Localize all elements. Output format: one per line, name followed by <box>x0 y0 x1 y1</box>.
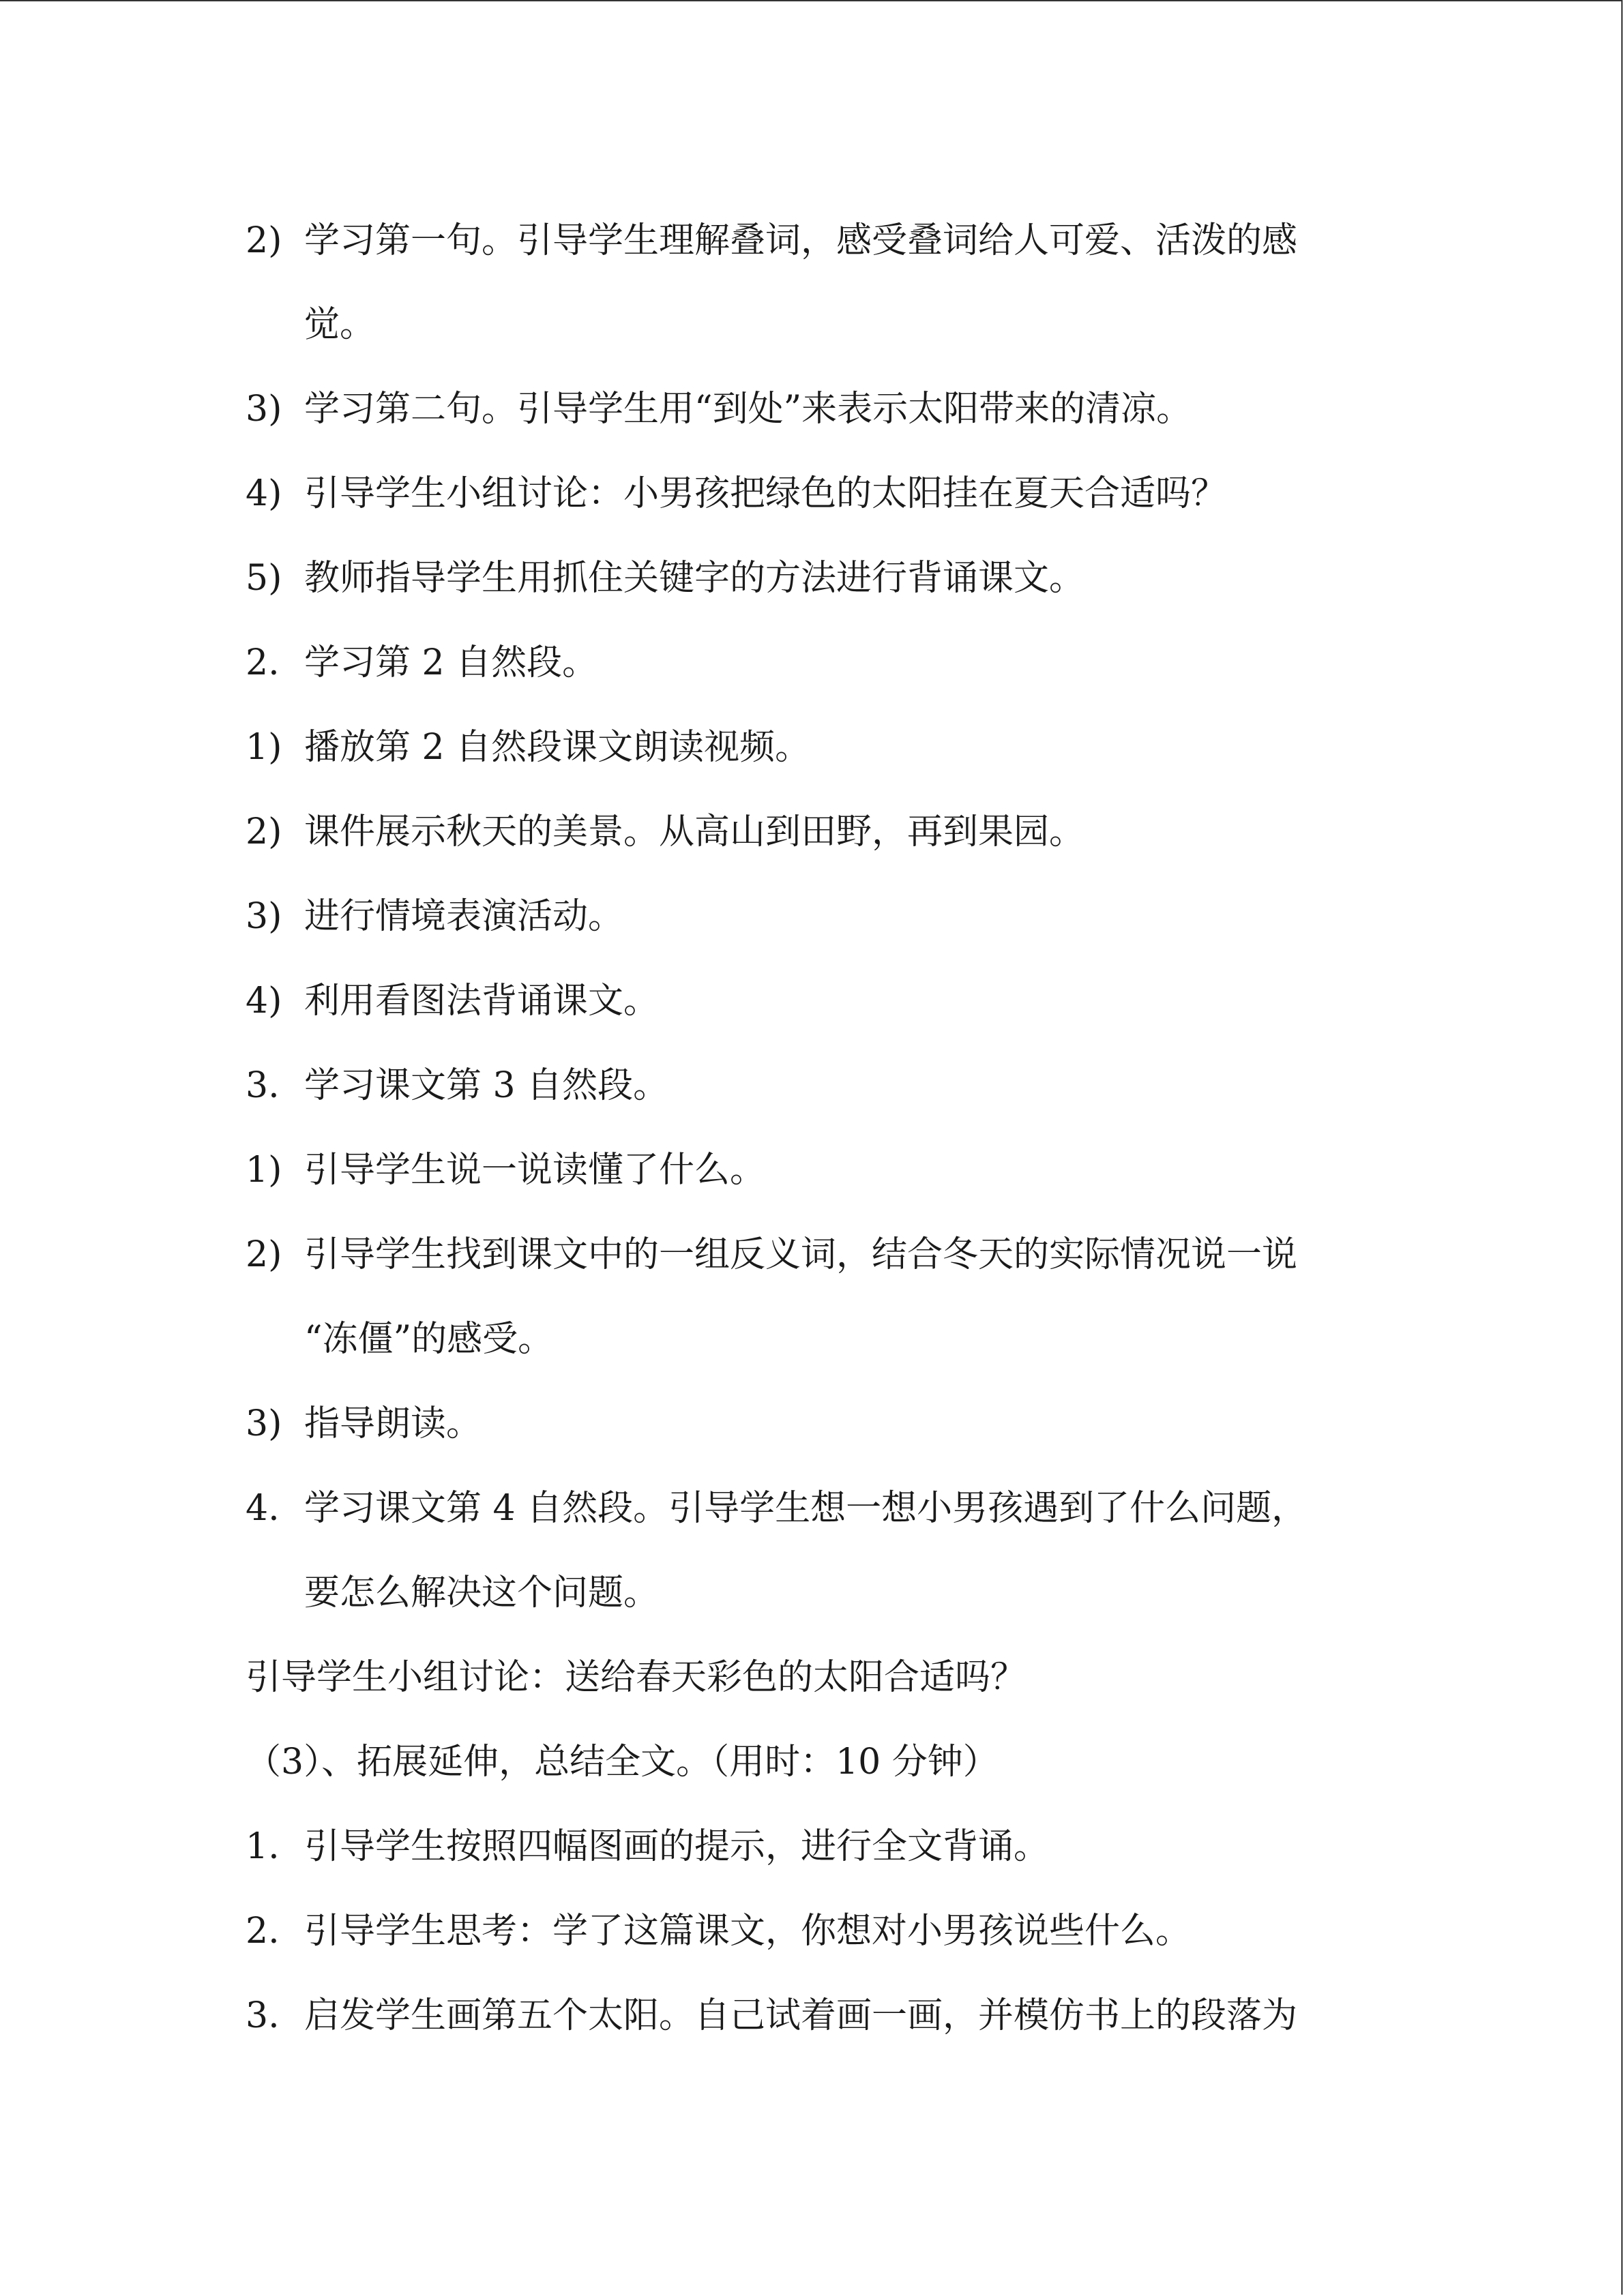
item-text: 引导学生思考：学了这篇课文，你想对小男孩说些什么。 <box>304 1911 1192 1952</box>
item-text: 指导朗读。 <box>304 1403 482 1444</box>
item-number: 3) <box>246 896 282 937</box>
item-text: 学习课文第 3 自然段。 <box>304 1065 669 1106</box>
item-number: 3) <box>246 389 282 430</box>
item-number: 2) <box>246 811 282 852</box>
item-number: 4) <box>246 981 282 1022</box>
item-text: 引导学生说一说读懂了什么。 <box>304 1150 766 1191</box>
item-number: 2) <box>246 220 282 261</box>
item-number: 3. <box>246 1065 280 1106</box>
item-text: 要怎么解决这个问题。 <box>304 1572 660 1613</box>
paragraph-text: 引导学生小组讨论：送给春天彩色的太阳合适吗？ <box>246 1657 1027 1698</box>
item-number: 5) <box>246 558 282 599</box>
item-number: 3. <box>246 1995 280 2036</box>
item-text: 教师指导学生用抓住关键字的方法进行背诵课文。 <box>304 558 1085 599</box>
item-text: 学习课文第 4 自然段。引导学生想一想小男孩遇到了什么问题， <box>304 1488 1308 1529</box>
item-text: 学习第一句。引导学生理解叠词，感受叠词给人可爱、活泼的感 <box>304 220 1298 261</box>
item-text: 觉。 <box>304 304 376 345</box>
item-text: 引导学生小组讨论：小男孩把绿色的太阳挂在夏天合适吗？ <box>304 473 1227 514</box>
item-text: 引导学生找到课文中的一组反义词，结合冬天的实际情况说一说 <box>304 1234 1298 1275</box>
item-text: 播放第 2 自然段课文朗读视频。 <box>304 727 811 768</box>
item-text: “冻僵”的感受。 <box>304 1319 554 1360</box>
item-number: 4) <box>246 473 282 514</box>
section-heading-text: （3）、拓展延伸，总结全文。（用时：10 分钟） <box>246 1742 999 1783</box>
item-number: 1. <box>246 1826 280 1867</box>
item-text: 课件展示秋天的美景。从高山到田野，再到果园。 <box>304 811 1085 852</box>
item-number: 1) <box>246 727 282 768</box>
item-text: 引导学生按照四幅图画的提示，进行全文背诵。 <box>304 1826 1050 1867</box>
item-number: 3) <box>246 1403 282 1444</box>
item-text: 学习第 2 自然段。 <box>304 642 598 683</box>
item-number: 2. <box>246 1911 280 1952</box>
item-text: 启发学生画第五个太阳。自己试着画一画，并模仿书上的段落为 <box>304 1995 1298 2036</box>
item-text: 学习第二句。引导学生用“到处”来表示太阳带来的清凉。 <box>304 389 1192 430</box>
item-text: 进行情境表演活动。 <box>304 896 624 937</box>
item-number: 2) <box>246 1234 282 1275</box>
item-number: 2. <box>246 642 280 683</box>
item-number: 4. <box>246 1488 280 1529</box>
item-number: 1) <box>246 1150 282 1191</box>
item-text: 利用看图法背诵课文。 <box>304 981 660 1022</box>
